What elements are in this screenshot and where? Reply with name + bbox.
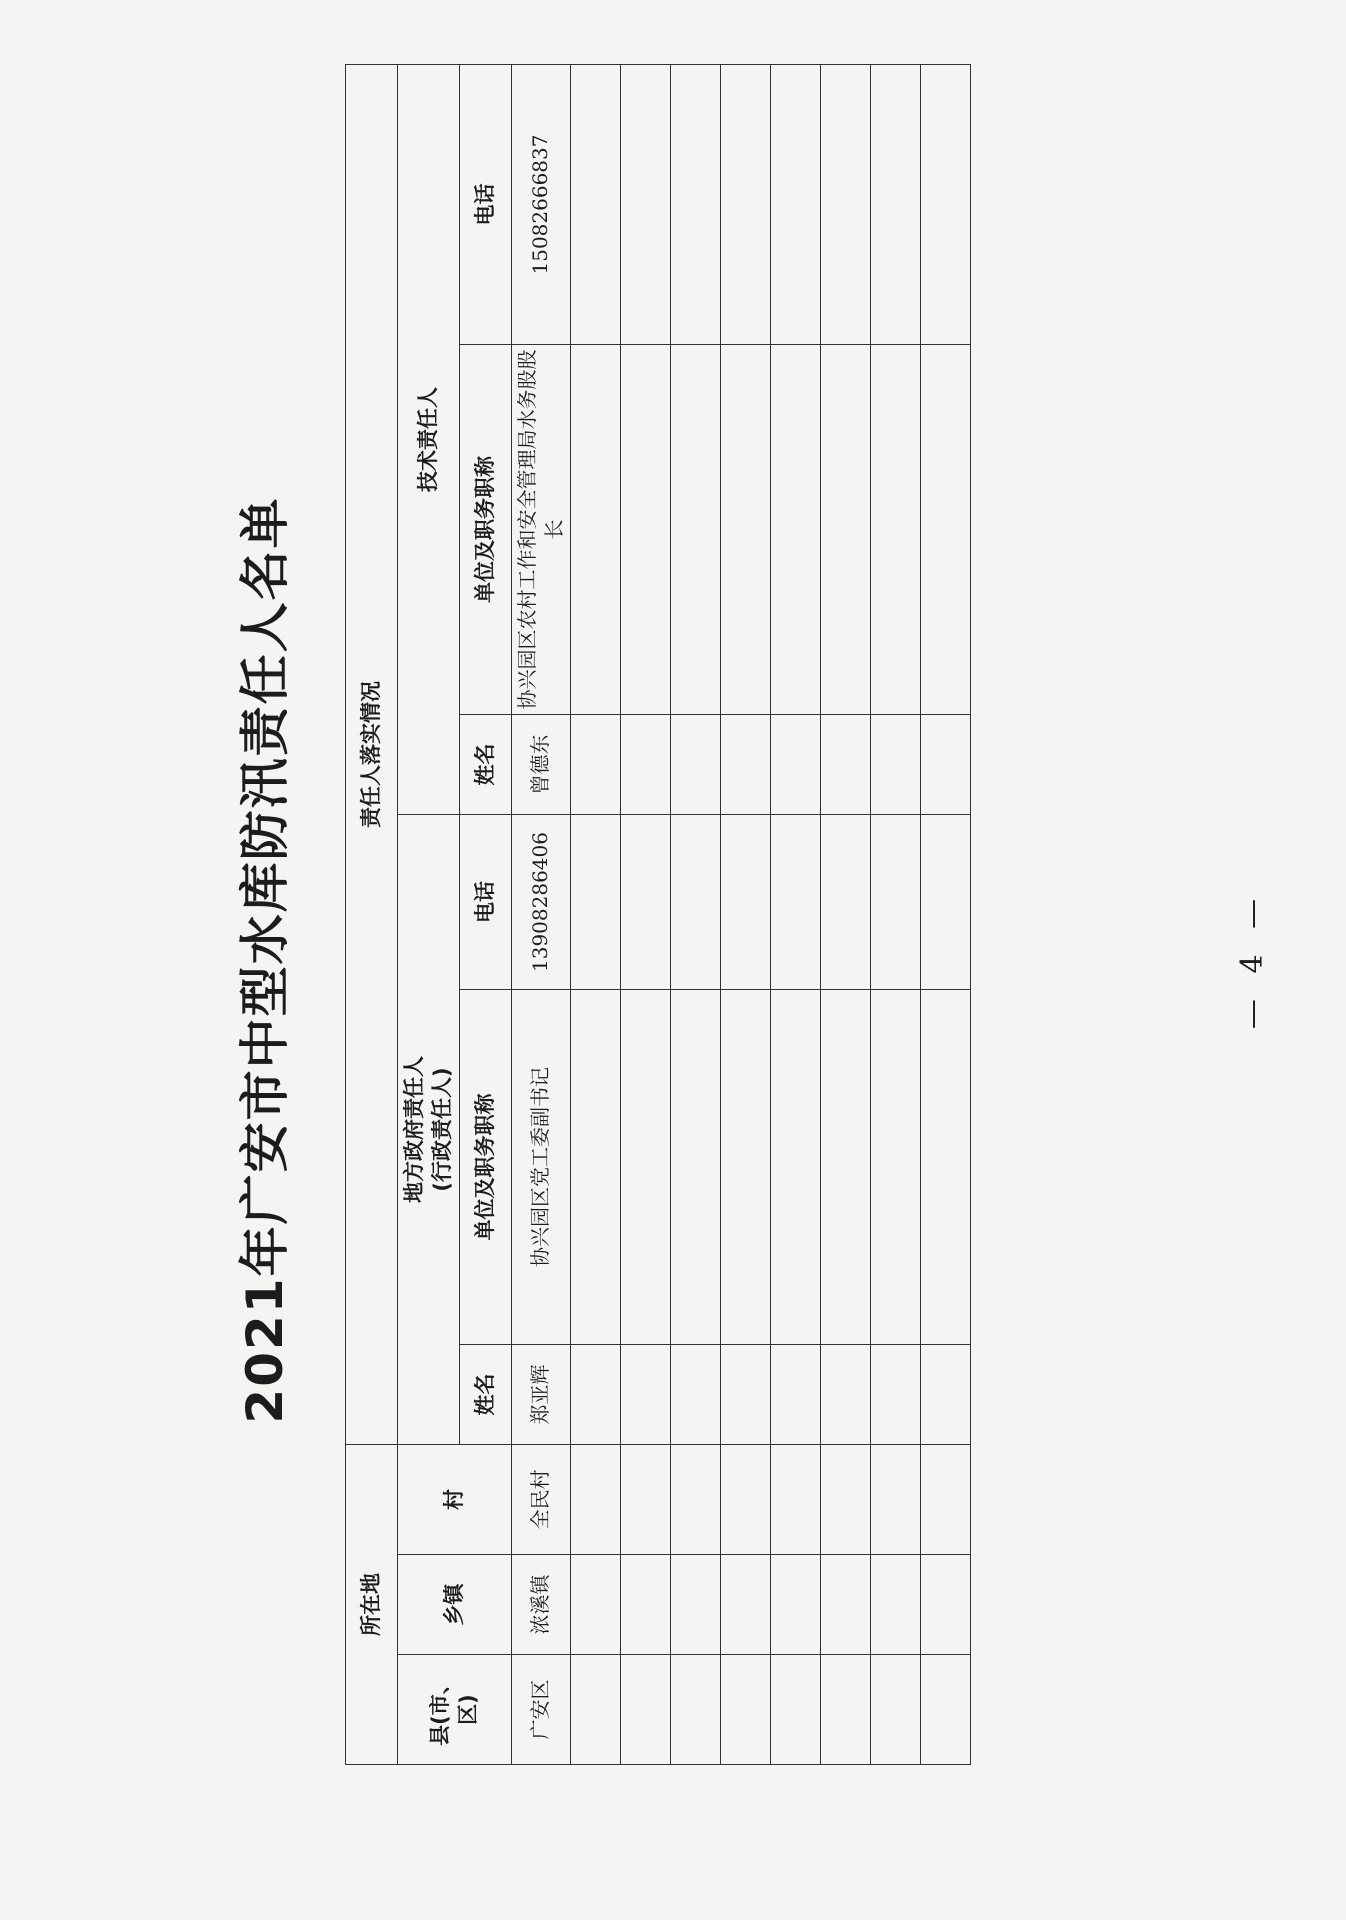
cell-tech-phone: 15082666837 (511, 65, 570, 345)
empty-cell (820, 1555, 870, 1655)
empty-cell (620, 990, 670, 1345)
header-tech-phone: 电话 (459, 65, 511, 345)
empty-cell (670, 1445, 720, 1555)
empty-table-row (570, 65, 620, 1765)
empty-cell (670, 65, 720, 345)
cell-village: 全民村 (511, 1445, 570, 1555)
header-gov-responsible (398, 815, 460, 1445)
empty-cell (870, 815, 920, 990)
empty-cell (820, 345, 870, 715)
empty-cell (870, 1655, 920, 1765)
empty-cell (770, 1655, 820, 1765)
empty-table-row (620, 65, 670, 1765)
empty-cell (770, 1345, 820, 1445)
empty-cell (620, 345, 670, 715)
empty-cell (720, 1555, 770, 1655)
empty-cell (620, 1345, 670, 1445)
page-number: — 4 — (1235, 890, 1270, 1030)
responsibility-table (345, 64, 971, 1765)
empty-table-row (770, 65, 820, 1765)
empty-cell (720, 345, 770, 715)
empty-cell (920, 1555, 970, 1655)
empty-cell (620, 815, 670, 990)
empty-cell (870, 1445, 920, 1555)
header-tech-unit: 单位及职务职称 (459, 345, 511, 715)
cell-gov-unit: 协兴园区党工委副书记 (511, 990, 570, 1345)
empty-table-row (670, 65, 720, 1765)
empty-cell (720, 1655, 770, 1765)
header-gov-phone: 电话 (459, 815, 511, 990)
document-title: 2021年广安市中型水库防汛责任人名单 (236, 496, 294, 1424)
cell-county: 广安区 (511, 1655, 570, 1765)
header-gov-responsible-sub: (行政责任人) (430, 1067, 455, 1192)
empty-cell (770, 1445, 820, 1555)
empty-cell (920, 1445, 970, 1555)
header-town: 乡镇 (398, 1555, 512, 1655)
empty-cell (820, 715, 870, 815)
empty-cell (670, 990, 720, 1345)
empty-table-row (920, 65, 970, 1765)
empty-cell (820, 990, 870, 1345)
cell-tech-unit: 协兴园区农村工作和安全管理局水务股股长 (511, 345, 570, 715)
empty-cell (670, 345, 720, 715)
empty-table-row (720, 65, 770, 1765)
empty-cell (820, 1445, 870, 1555)
empty-cell (770, 345, 820, 715)
empty-cell (570, 815, 620, 990)
empty-cell (820, 1655, 870, 1765)
empty-cell (770, 990, 820, 1345)
cell-gov-name: 郑亚辉 (511, 1345, 570, 1445)
empty-cell (920, 65, 970, 345)
empty-cell (620, 715, 670, 815)
empty-cell (820, 815, 870, 990)
empty-cell (720, 990, 770, 1345)
empty-cell (570, 345, 620, 715)
empty-cell (920, 1655, 970, 1765)
empty-cell (920, 815, 970, 990)
header-tech-responsible: 技术责任人 (398, 65, 460, 815)
empty-cell (820, 65, 870, 345)
empty-cell (920, 715, 970, 815)
cell-town: 浓溪镇 (511, 1555, 570, 1655)
header-county: 县(市、区) (398, 1655, 512, 1765)
header-village: 村 (398, 1445, 512, 1555)
empty-cell (570, 1555, 620, 1655)
empty-table-row (820, 65, 870, 1765)
empty-cell (620, 1655, 670, 1765)
empty-cell (870, 345, 920, 715)
header-gov-name: 姓名 (459, 1345, 511, 1445)
header-responsible: 责任人落实情况 (346, 65, 398, 1445)
empty-cell (770, 1555, 820, 1655)
empty-cell (770, 815, 820, 990)
cell-gov-phone: 13908286406 (511, 815, 570, 990)
empty-cell (920, 1345, 970, 1445)
header-gov-unit: 单位及职务职称 (459, 990, 511, 1345)
header-location: 所在地 (346, 1445, 398, 1765)
empty-cell (570, 1445, 620, 1555)
empty-cell (920, 990, 970, 1345)
cell-tech-name: 曾德东 (511, 715, 570, 815)
empty-table-row (870, 65, 920, 1765)
empty-cell (570, 1655, 620, 1765)
empty-cell (670, 815, 720, 990)
header-tech-name: 姓名 (459, 715, 511, 815)
empty-cell (620, 1445, 670, 1555)
empty-cell (870, 990, 920, 1345)
empty-cell (870, 65, 920, 345)
empty-cell (570, 990, 620, 1345)
empty-cell (670, 1345, 720, 1445)
table-row (511, 65, 570, 1765)
empty-cell (720, 1445, 770, 1555)
empty-cell (620, 65, 670, 345)
empty-cell (720, 715, 770, 815)
empty-cell (720, 815, 770, 990)
empty-cell (570, 65, 620, 345)
empty-cell (570, 1345, 620, 1445)
empty-cell (770, 715, 820, 815)
empty-cell (620, 1555, 670, 1655)
empty-cell (870, 1345, 920, 1445)
empty-cell (920, 345, 970, 715)
header-gov-responsible-label: 地方政府责任人 (402, 1056, 426, 1203)
empty-cell (770, 65, 820, 345)
empty-cell (870, 1555, 920, 1655)
empty-cell (870, 715, 920, 815)
empty-cell (670, 1555, 720, 1655)
empty-cell (670, 715, 720, 815)
empty-cell (720, 65, 770, 345)
empty-cell (820, 1345, 870, 1445)
empty-cell (720, 1345, 770, 1445)
empty-cell (670, 1655, 720, 1765)
empty-cell (570, 715, 620, 815)
